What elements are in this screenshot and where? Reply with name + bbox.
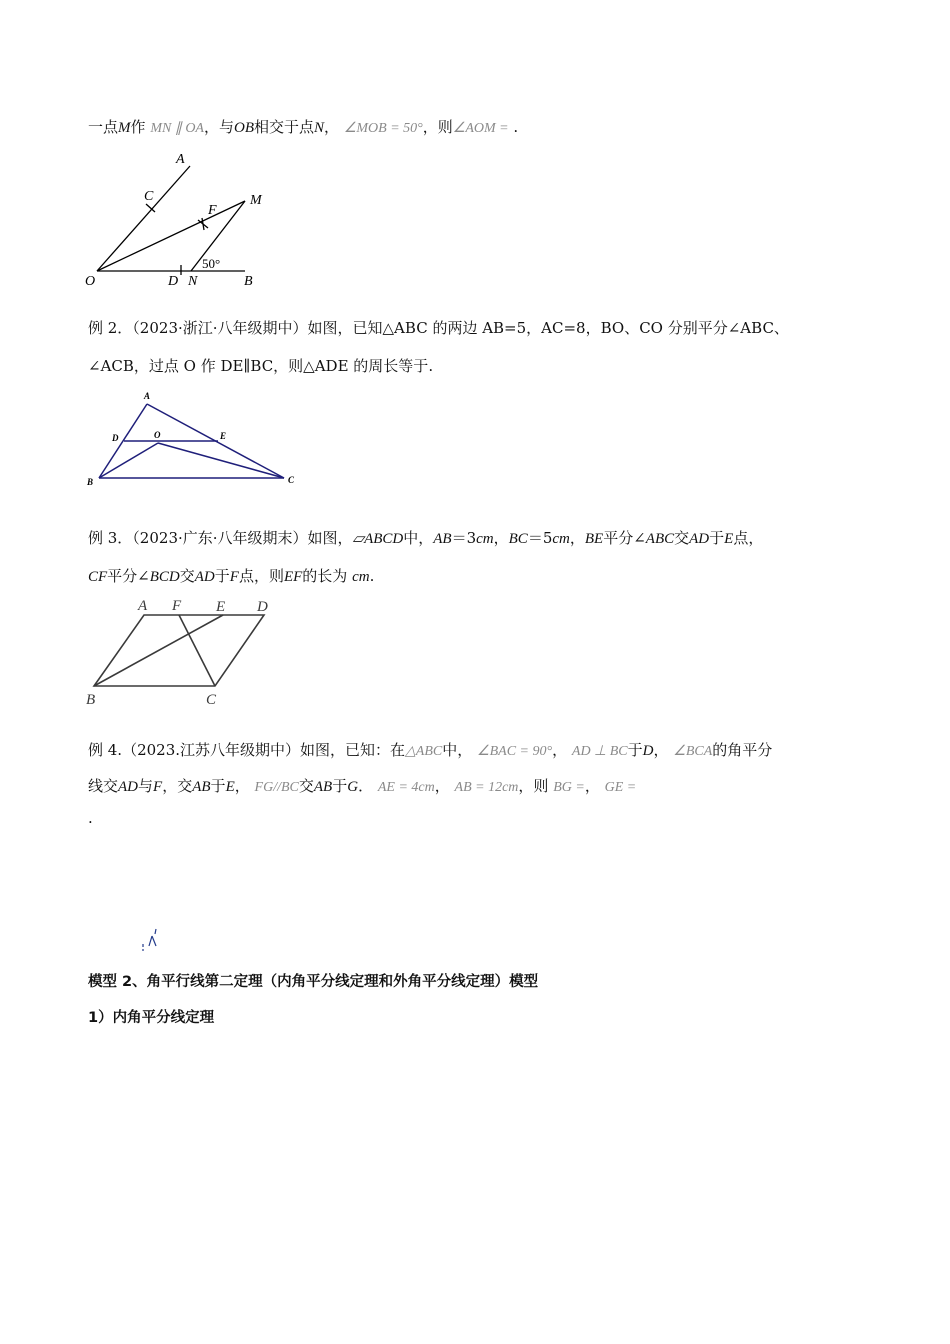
angle-label: 50° xyxy=(202,256,221,271)
label-m: M xyxy=(250,193,262,208)
parallelogram-abcd xyxy=(94,615,264,686)
label-d: D xyxy=(168,274,179,289)
artifact-mark xyxy=(140,926,164,954)
label-c: C xyxy=(288,475,295,485)
segment-co xyxy=(158,443,284,478)
label-d: D xyxy=(112,433,119,443)
ex3-figure xyxy=(82,594,282,709)
label-b: B xyxy=(87,477,94,487)
ex1-figure xyxy=(80,148,280,293)
ex2-figure xyxy=(82,388,302,493)
segment-bo xyxy=(99,443,158,478)
label-o: O xyxy=(154,430,161,440)
label-b: B xyxy=(244,274,253,289)
label-e: E xyxy=(220,431,227,441)
ex3-line2: CF平分∠BCD交AD于F点，则EF的长为 cm. xyxy=(88,567,375,585)
ray-oa xyxy=(97,166,190,271)
label-o: O xyxy=(85,274,96,289)
ex4-line3: . xyxy=(88,809,93,827)
segment-om xyxy=(97,201,245,271)
label-f: F xyxy=(208,203,217,218)
label-c: C xyxy=(206,692,217,708)
label-a: A xyxy=(144,391,151,401)
label-a: A xyxy=(138,598,148,614)
label-b: B xyxy=(86,692,96,708)
label-c: C xyxy=(144,189,154,204)
label-e: E xyxy=(216,599,226,615)
ex1-cond2: ∠MOB = 50° xyxy=(343,121,423,136)
segment-be xyxy=(94,615,223,686)
ex1-cond1: MN ∥ OA xyxy=(150,121,204,136)
label-f: F xyxy=(172,598,182,614)
label-d: D xyxy=(257,599,268,615)
ex2-line2: ∠ACB，过点 O 作 DE∥BC，则△ADE 的周长等于. xyxy=(88,357,434,375)
ex1-ask: ∠AOM = xyxy=(452,121,509,136)
ex3-line1: 例 3．（2023·广东·八年级期末）如图，▱ABCD中，AB＝3cm，BC＝5cm，BE平分∠ABC交AD于E点， xyxy=(88,529,764,547)
model2-title: 模型 2、角平行线第二定理（内角平分线定理和外角平分线定理）模型 xyxy=(88,974,539,990)
label-n: N xyxy=(188,274,198,289)
ex1-line: 一点M作 MN ∥ OA，与OB相交于点N， ∠MOB = 50°，则∠AOM = . xyxy=(88,118,519,136)
ex4-line1: 例 4.（2023.江苏八年级期中）如图，已知：在△ABC中， ∠BAC = 90°， AD ⊥ BC于D， ∠BCA的角平分 xyxy=(88,741,773,759)
label-a: A xyxy=(176,152,185,167)
ex4-line2: 线交AD与F，交AB于E， FG//BC交AB于G． AE = 4cm， AB = 12cm，则 BG =， GE = xyxy=(88,777,637,795)
segment-cf xyxy=(179,615,215,686)
model2-subtitle: 1）内角平分线定理 xyxy=(88,1010,215,1026)
ex2-line1: 例 2．（2023·浙江·八年级期中）如图，已知△ABC 的两边 AB=5，AC=8，BO、CO 分别平分∠ABC、 xyxy=(88,319,789,337)
